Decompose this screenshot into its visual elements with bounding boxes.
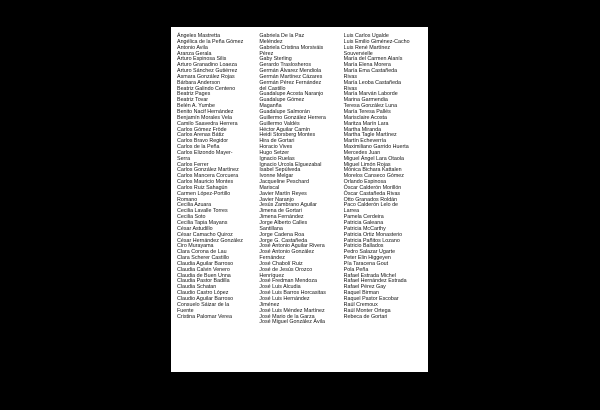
name-line: María Elena Morera <box>343 62 391 69</box>
name-line: Gaby Sterling <box>259 56 292 63</box>
name-line: Raúl Monter Ortega <box>343 307 391 314</box>
name-line: Guadalupe Salmorán <box>259 108 310 115</box>
name-line: Carlos Mauricio Montes <box>177 179 234 186</box>
name-line: Raquel Birman <box>343 290 380 297</box>
names-columns <box>177 34 425 369</box>
name-line: Martha Tagle Martínez <box>343 132 397 139</box>
names-column-1 <box>177 34 259 369</box>
name-line: José Chabolí Ruiz <box>259 260 303 267</box>
name-line: José Antonio González <box>259 249 315 256</box>
name-line: Maximiliano Garrido Huerta <box>343 144 409 151</box>
name-line: Miguel Ángel Lara Otaola <box>343 155 404 162</box>
name-line: César Hernández González <box>177 237 243 244</box>
name-line: Cecilia Tapia Mayans <box>177 220 228 226</box>
names-column-2 <box>259 34 343 369</box>
name-line: Martha Miranda <box>343 126 382 133</box>
name-line: Pamela Cerdeira <box>343 214 384 221</box>
name-line: José Luis Barros Horcasitas <box>259 290 326 297</box>
name-line: Germán Pérez Fernández <box>259 79 322 86</box>
name-line: Peter Elin Higgeyen <box>343 255 391 262</box>
name-line: Larrea <box>343 208 360 215</box>
name-line: Benito Nacif Hernández <box>177 108 234 115</box>
name-line: Patricia Ortiz Monasterio <box>343 231 403 238</box>
name-line: Ángeles Mastretta <box>177 33 221 39</box>
name-line: Raquel Pastor Escobar <box>343 295 399 302</box>
name-line: Mónica Bichara Kattalen <box>343 167 402 174</box>
name-line: Ivonne Melgar <box>259 173 294 180</box>
name-line: Claudio Aguilar Barroso <box>177 295 234 302</box>
name-line: Hugo Setzer <box>259 149 290 156</box>
name-line: Mariscal <box>259 184 280 191</box>
name-line: Guadalupe Gómez <box>259 97 305 104</box>
name-line: Jorge Cadena Roa <box>259 231 305 238</box>
name-line: Paco Calderón Lelo de <box>343 202 399 209</box>
name-line: Ignacio Urcola Elguezabal <box>259 161 322 168</box>
name-line: Maganña <box>259 103 282 110</box>
name-line: Carmen López-Portillo <box>177 190 231 197</box>
name-line: Luis René Martínez <box>343 44 390 51</box>
name-line: Serra <box>177 155 191 162</box>
name-line: María Teresa Pallés <box>343 108 391 115</box>
name-line: Ciro Murayama <box>177 243 214 250</box>
name-line: Heidi Storsberg Montes <box>259 132 316 139</box>
name-line: Souvervielle <box>343 50 373 57</box>
name-line: Carlos González Martínez <box>177 167 239 174</box>
name-line: Ignacio Ruelas <box>259 155 295 162</box>
name-line: Carlos Elizondo Mayer- <box>177 149 233 156</box>
name-line: José Mario de la Garza <box>259 313 315 320</box>
name-line: Jesús Zambrano Aguilar <box>259 202 317 209</box>
name-line: Claudio Castro López <box>177 290 229 297</box>
name-line: Rivas <box>343 73 358 80</box>
name-line: Morelos Canseco Gómez <box>343 173 404 180</box>
name-line: Guadalupe Acosta Naranjo <box>259 91 324 98</box>
name-line: Hira de Gortari <box>259 138 295 145</box>
name-line: Óscar Castañeda Rivas <box>343 190 401 197</box>
name-line: Carlos Gómez Fröde <box>177 126 227 133</box>
name-line: Beatriz Tovar <box>177 97 209 104</box>
name-line: José Antonio Aguilar Rivera <box>259 243 325 250</box>
name-line: Luis Emilio Giménez-Cacho <box>343 38 410 45</box>
name-line: Carlos Mancera Corcuera <box>177 173 239 180</box>
name-line: Carlos Bravo Regidor <box>177 138 229 145</box>
name-line: Jiménez <box>259 301 280 308</box>
name-line: Jorge G. Castañeda <box>259 237 308 244</box>
name-line: Pérez <box>259 50 274 57</box>
name-line: Raúl Cremoux <box>343 301 378 308</box>
name-line: Bárbara Anderson <box>177 79 221 86</box>
names-column-3 <box>344 34 425 369</box>
name-line: Belén A. Yumbe <box>177 103 215 110</box>
name-line: Camilo Saavedra Herrera <box>177 120 238 127</box>
name-line: Rafael Hernández Estrada <box>343 278 407 285</box>
name-line: María del Carmen Alanís <box>343 56 403 63</box>
name-line: Rafael Pérez Gay <box>343 284 386 291</box>
name-line: Germán Álvarez Mendiola <box>259 68 322 75</box>
name-line: Maritza Marín Lara <box>343 120 389 127</box>
name-line: Rebeca de Gortari <box>343 313 388 320</box>
name-line: Cristina Palomar Verea <box>177 313 232 320</box>
name-line: Patricia Pañitos Lozano <box>343 237 400 244</box>
name-line: Arturo Granadino Loaeza <box>177 62 238 69</box>
name-line: Mercedes Juan <box>343 149 381 156</box>
name-line: Horacio Vives <box>259 144 293 151</box>
name-line: Patricia Galeana <box>343 220 384 226</box>
name-line: César Astudillo <box>177 225 213 232</box>
name-line: Pola Peña <box>343 266 369 273</box>
name-line: José Fredman Mendoza <box>259 278 317 285</box>
name-line: Fernández <box>259 255 285 262</box>
name-line: Beatriz Pages <box>177 91 211 98</box>
name-line: Romano <box>177 196 198 203</box>
name-line: Patricia McCarthy <box>343 225 386 232</box>
name-line: Fuente <box>177 307 194 314</box>
name-line: Jimena de Gortari <box>259 208 302 215</box>
name-line: Jimena Fernández <box>259 214 304 221</box>
name-line: Gabriela Cristina Morsiváis <box>259 44 324 51</box>
name-line: Consuelo Sáizar de la <box>177 301 230 308</box>
name-line: Héctor Aguilar Camín <box>259 126 311 133</box>
name-line: Cecilia Lavalle Torres <box>177 208 228 215</box>
name-line: Otto Granados Roldán <box>343 196 398 203</box>
name-line: Miguel Limón Rojas <box>343 161 391 168</box>
name-line: Gerardo Traslosheros <box>259 62 312 69</box>
name-line: Meléndez <box>259 38 283 45</box>
name-line: Javier Martín Reyes <box>259 190 307 197</box>
name-line: Guillermo Valdés <box>259 120 300 127</box>
name-line: Claudia Pastor Badilla <box>177 278 230 285</box>
name-line: Carlos de la Peña <box>177 144 220 151</box>
name-line: José Luis Alcudia <box>259 284 301 291</box>
name-line: José Miguel González Ávila <box>259 319 325 326</box>
name-line: Patricio Ballados <box>343 243 384 250</box>
name-line: Jacqueline Peschard <box>259 179 309 186</box>
name-line: Martín Echeverría <box>343 138 387 145</box>
name-line: Claudia Aguilar Barroso <box>177 260 234 267</box>
name-line: Henríquez <box>259 272 284 279</box>
name-line: Clara Corona de Lau <box>177 249 227 256</box>
name-line: Claudia Schatan <box>177 284 217 291</box>
name-line: Carlos Ruiz Sahagún <box>177 184 228 191</box>
name-line: José Luis Hernández <box>259 295 310 302</box>
name-line: Óscar Calderón Morillón <box>343 184 402 191</box>
name-line: César Camacho Quiroz <box>177 231 233 238</box>
name-line: Rafael Estrada Michel <box>343 272 396 279</box>
name-line: Orlando Espinosa <box>343 179 387 186</box>
name-line: María Marván Laborde <box>343 91 398 98</box>
name-line: Cecilia Soto <box>177 214 206 221</box>
name-line: Luis Carlos Ugalde <box>343 33 389 39</box>
name-line: Germán Martínez Cázares <box>259 73 323 80</box>
name-line: Clara Scherer Castillo <box>177 255 229 262</box>
name-line: Benjamín Morales Vela <box>177 114 232 121</box>
name-line: José Luis Méndez Martínez <box>259 307 325 314</box>
name-line: Claudia Calvin Venero <box>177 266 230 273</box>
name-line: Guillermo González Herrera <box>259 114 326 121</box>
name-line: Arturo Sánchez Gutiérrez <box>177 68 238 75</box>
name-line: Carlos Ferrer <box>177 161 209 168</box>
name-line: Isabel Sepúlveda <box>259 167 301 174</box>
name-line: Carlos Arenas Bátiz <box>177 132 224 139</box>
name-line: Beatriz Galindo Centeno <box>177 85 236 92</box>
name-line: Claudia de Buen Unna <box>177 272 231 279</box>
name-line: Marisclaire Acosta <box>343 114 388 121</box>
name-line: Angélica de la Peña Gómez <box>177 38 244 45</box>
name-line: Javier Naranjo <box>259 196 294 203</box>
name-line: Aranza Gerala <box>177 50 212 57</box>
name-line: Marina Garmendia <box>343 97 388 104</box>
name-line: Gabriela De la Paz <box>259 33 305 39</box>
document-page <box>171 27 428 372</box>
name-line: Teresa González Luna <box>343 103 398 110</box>
name-line: Jorge Alberto Calles <box>259 220 308 226</box>
name-line: Santillana <box>259 225 283 232</box>
name-line: Asmara González Rojas <box>177 73 235 80</box>
name-line: José de Jesús Orozco <box>259 266 313 273</box>
name-line: Pía Taracena Gout <box>343 260 389 267</box>
name-line: María Leoba Castañeda <box>343 79 401 86</box>
name-line: Cecilia Azuara <box>177 202 212 209</box>
name-line: del Castillo <box>259 85 286 92</box>
name-line: Pedro Salazar Ugarte <box>343 249 396 256</box>
name-line: Antonio Avila <box>177 44 208 51</box>
name-line: Rivas <box>343 85 358 92</box>
name-line: Arturo Espinosa Silis <box>177 56 227 63</box>
name-line: María Ema Castañeda <box>343 68 398 75</box>
